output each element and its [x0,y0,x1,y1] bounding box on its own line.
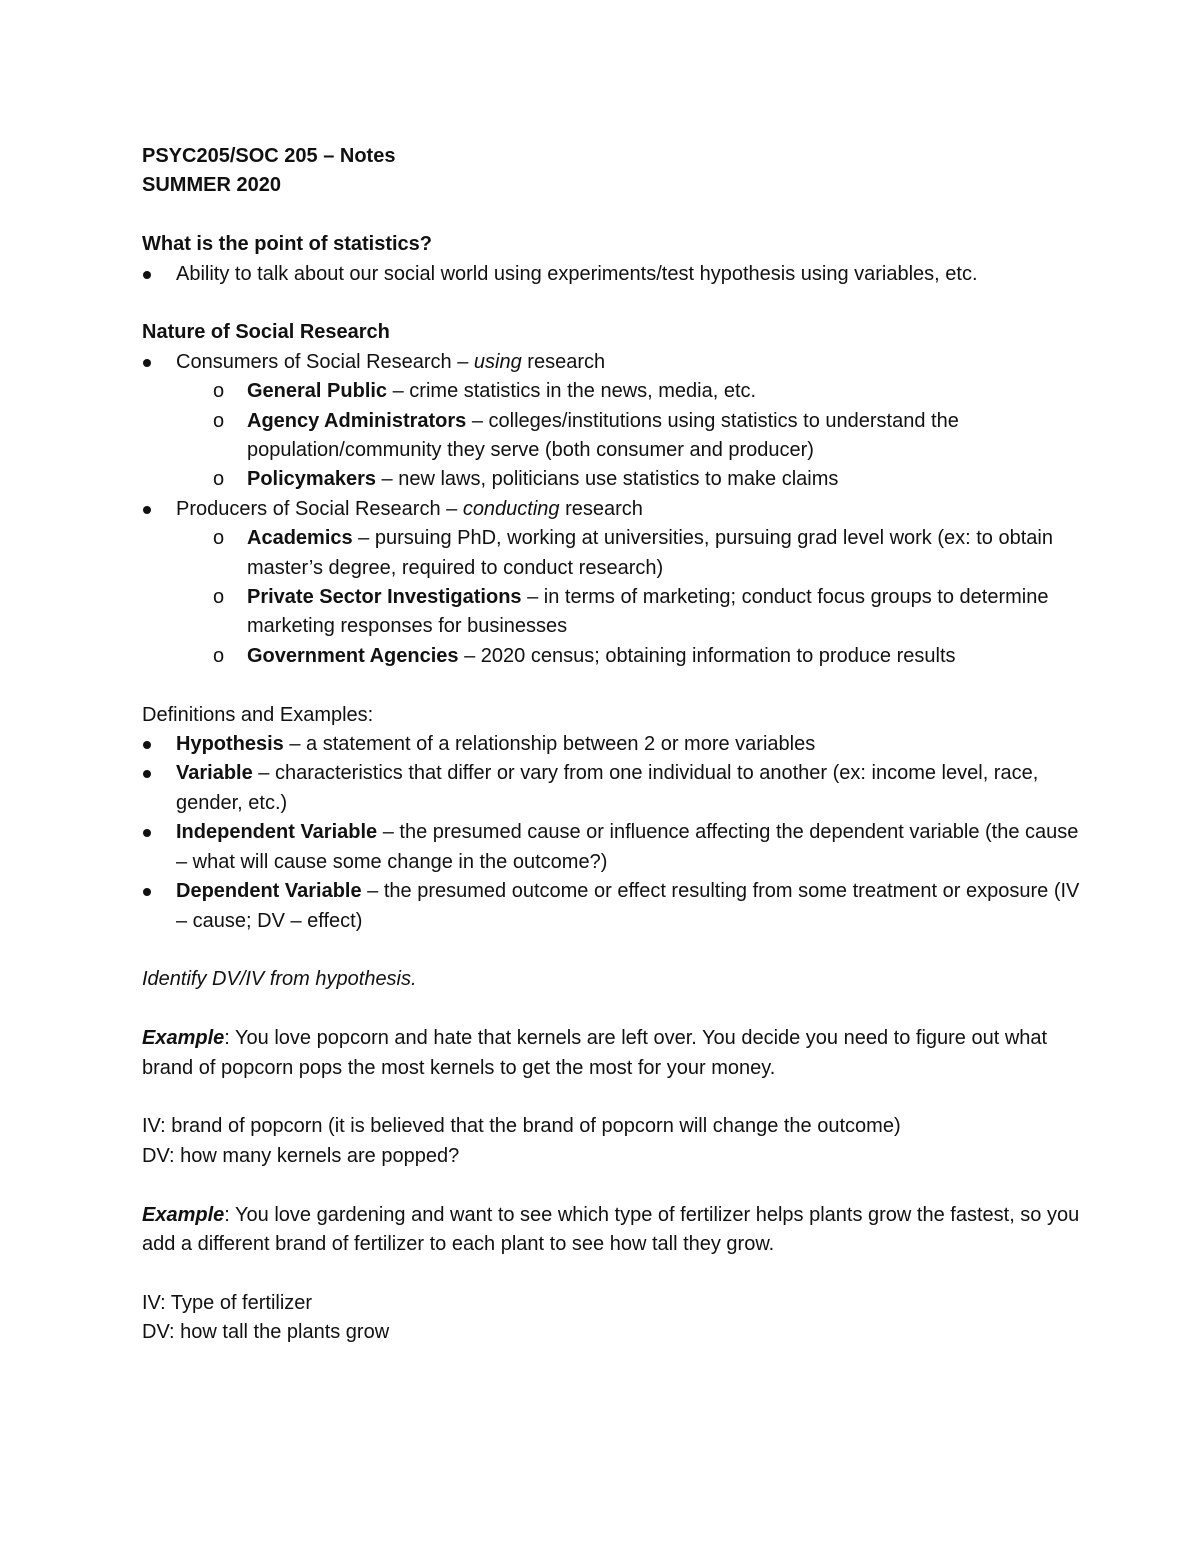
identify-prompt: Identify DV/IV from hypothesis. [142,968,417,991]
example-1-dv: DV: how many kernels are popped? [142,1144,460,1167]
sub-bullet-government-agencies: o Government Agencies – 2020 census; obtaining information to produce results [142,642,1082,671]
definition-dependent-variable: Dependent Variable – the presumed outcome or effect resulting from some treatment or exposure (IV – cause; DV – effect) [142,877,1082,936]
sub-bullet-general-public: o General Public – crime statistics in the news, media, etc. [142,377,1082,406]
example-1-iv: IV: brand of popcorn (it is believed that the brand of popcorn will change the outcome) [142,1115,901,1138]
sub-bullet-policymakers: o Policymakers – new laws, politicians use statistics to make claims [142,465,1082,494]
definition-independent-variable: Independent Variable – the presumed cause or influence affecting the dependent variable (the cause – what will cause some change in the outcome?) [142,818,1082,877]
sub-bullet-agency-administrators: o Agency Administrators – colleges/institutions using statistics to understand the population/community they serve (both consumer and producer) [142,407,1082,466]
definition-hypothesis: Hypothesis – a statement of a relationship between 2 or more variables [142,730,1082,759]
example-1-text: Example: You love popcorn and hate that kernels are left over. You decide you need to figure out what brand of popcorn pops the most kernels to get the most for your money. [142,1027,1048,1079]
bullet-point-of-statistics: Ability to talk about our social world using experiments/test hypothesis using variables, etc. [142,260,1082,289]
section-heading-definitions: Definitions and Examples: [142,703,374,726]
sub-bullet-private-sector: o Private Sector Investigations – in terms of marketing; conduct focus groups to determine marketing responses for businesses [142,583,1082,642]
example-2-iv: IV: Type of fertilizer [142,1291,313,1314]
example-2-dv: DV: how tall the plants grow [142,1321,390,1344]
term-label: SUMMER 2020 [142,174,281,197]
section-heading-point: What is the point of statistics? [142,233,433,256]
bullet-producers: Producers of Social Research – conducting research [142,495,1082,524]
bullet-consumers: Consumers of Social Research – using research [142,348,1082,377]
document-page [142,142,1082,1348]
sub-bullet-academics: o Academics – pursuing PhD, working at universities, pursuing grad level work (ex: to obtain master’s degree, required to conduct research) [142,524,1082,583]
section-heading-nature: Nature of Social Research [142,321,390,344]
course-title: PSYC205/SOC 205 – Notes [142,145,396,167]
definition-variable: Variable – characteristics that differ or vary from one individual to another (ex: income level, race, gender, etc.) [142,759,1082,818]
example-2-text: Example: You love gardening and want to see which type of fertilizer helps plants grow the fastest, so you add a different brand of fertilizer to each plant to see how tall they grow. [142,1203,1080,1255]
